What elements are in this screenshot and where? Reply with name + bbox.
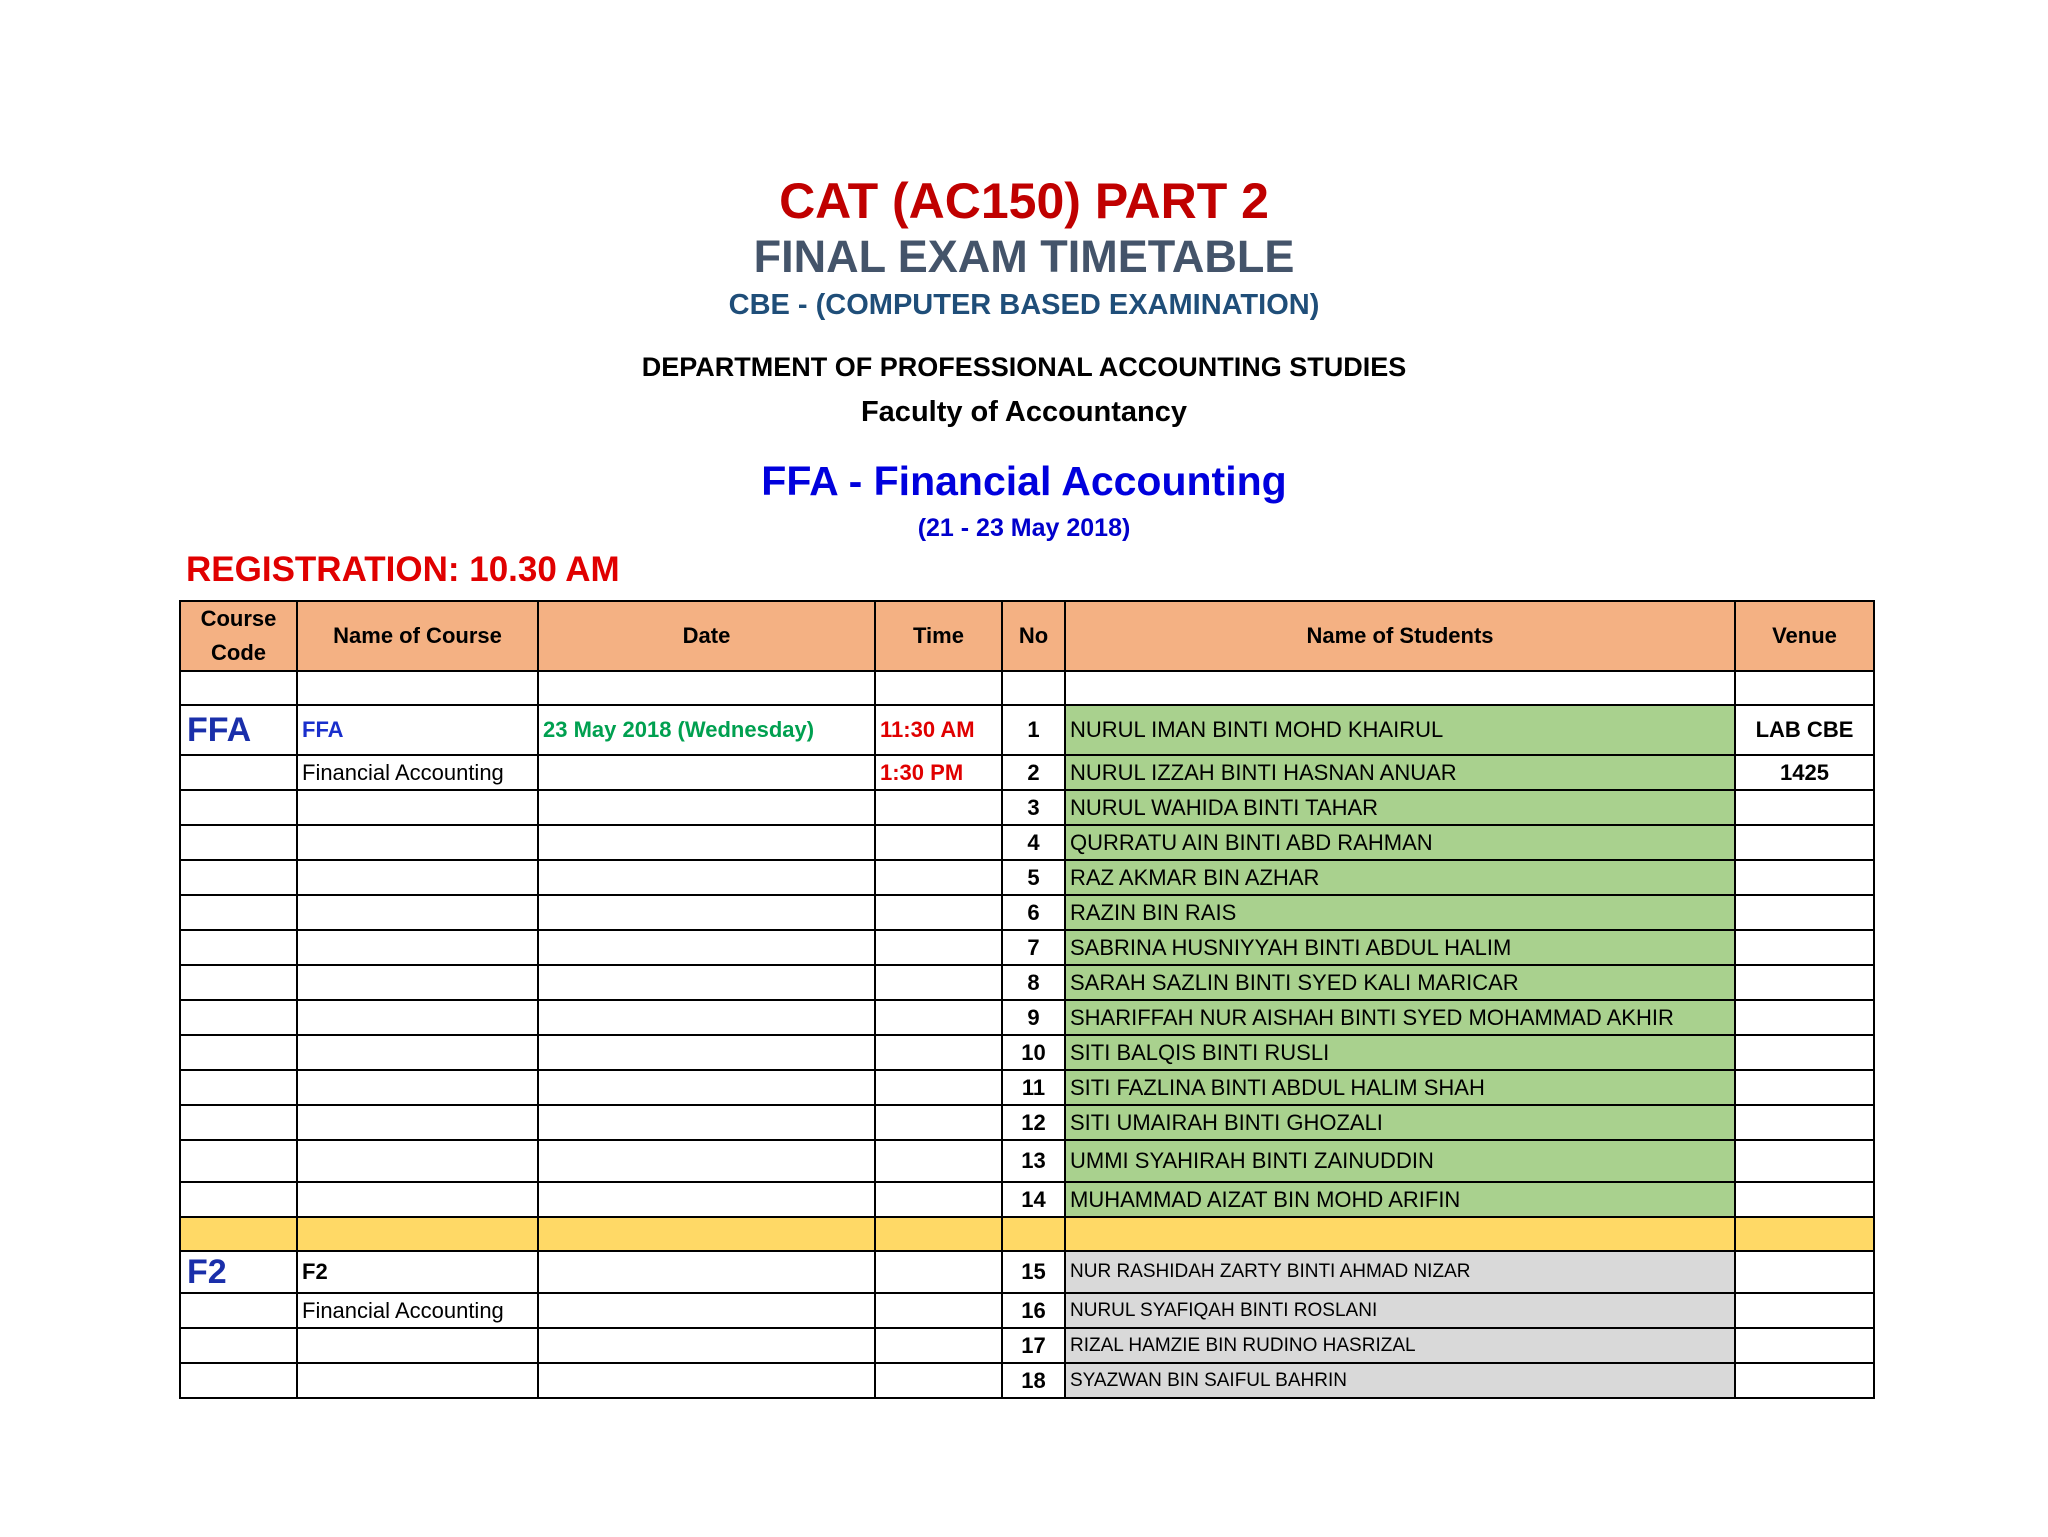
course-code-f2: F2 xyxy=(180,1251,297,1293)
header-venue: Venue xyxy=(1735,601,1874,671)
table-row xyxy=(180,860,1874,895)
venue-line1: LAB CBE xyxy=(1735,705,1874,755)
exam-type: CBE - (COMPUTER BASED EXAMINATION) xyxy=(728,289,1320,321)
table-row xyxy=(180,965,1874,1000)
student-name: SITI UMAIRAH BINTI GHOZALI xyxy=(1065,1105,1735,1140)
student-no: 8 xyxy=(1002,965,1065,1000)
student-no: 10 xyxy=(1002,1035,1065,1070)
header-time: Time xyxy=(875,601,1002,671)
student-name: SARAH SAZLIN BINTI SYED KALI MARICAR xyxy=(1065,965,1735,1000)
table-header-row xyxy=(180,601,1874,671)
student-no: 7 xyxy=(1002,930,1065,965)
student-no: 2 xyxy=(1002,755,1065,790)
date-range: (21 - 23 May 2018) xyxy=(917,514,1131,542)
document-subtitle: FINAL EXAM TIMETABLE xyxy=(753,231,1295,282)
student-no: 12 xyxy=(1002,1105,1065,1140)
student-no: 5 xyxy=(1002,860,1065,895)
table-row xyxy=(180,1070,1874,1105)
faculty-name: Faculty of Accountancy xyxy=(860,396,1188,428)
table-row xyxy=(180,1363,1874,1398)
table-row xyxy=(180,1328,1874,1363)
table-row xyxy=(180,1251,1874,1293)
table-row xyxy=(180,825,1874,860)
student-name: NURUL IZZAH BINTI HASNAN ANUAR xyxy=(1065,755,1735,790)
student-name: SITI BALQIS BINTI RUSLI xyxy=(1065,1035,1735,1070)
table-row xyxy=(180,1182,1874,1217)
student-name: SHARIFFAH NUR AISHAH BINTI SYED MOHAMMAD AKHIR xyxy=(1065,1000,1735,1035)
student-no: 16 xyxy=(1002,1293,1065,1328)
table-row xyxy=(180,1000,1874,1035)
table-row xyxy=(180,1105,1874,1140)
course-name-ffa: Financial Accounting xyxy=(297,755,538,790)
header-students: Name of Students xyxy=(1065,601,1735,671)
student-name: SITI FAZLINA BINTI ABDUL HALIM SHAH xyxy=(1065,1070,1735,1105)
student-no: 11 xyxy=(1002,1070,1065,1105)
table-row xyxy=(180,1140,1874,1182)
document-title: CAT (AC150) PART 2 xyxy=(779,173,1269,229)
table-row xyxy=(180,930,1874,965)
student-no: 15 xyxy=(1002,1251,1065,1293)
venue-line2: 1425 xyxy=(1735,755,1874,790)
student-name: RAZ AKMAR BIN AZHAR xyxy=(1065,860,1735,895)
student-no: 17 xyxy=(1002,1328,1065,1363)
table-row xyxy=(180,790,1874,825)
table-row xyxy=(180,1293,1874,1328)
student-name: QURRATU AIN BINTI ABD RAHMAN xyxy=(1065,825,1735,860)
table-row xyxy=(180,895,1874,930)
course-code-ffa: FFA xyxy=(180,705,297,755)
group-separator-row xyxy=(180,1217,1874,1251)
blank-row xyxy=(180,671,1874,705)
student-no: 4 xyxy=(1002,825,1065,860)
student-no: 13 xyxy=(1002,1140,1065,1182)
department-name: DEPARTMENT OF PROFESSIONAL ACCOUNTING STUDIES xyxy=(641,352,1407,382)
student-no: 18 xyxy=(1002,1363,1065,1398)
course-short-ffa: FFA xyxy=(297,705,538,755)
student-no: 6 xyxy=(1002,895,1065,930)
header-course-code: Course Code xyxy=(180,601,297,671)
table-row xyxy=(180,1035,1874,1070)
student-name: SABRINA HUSNIYYAH BINTI ABDUL HALIM xyxy=(1065,930,1735,965)
table-row xyxy=(180,705,1874,755)
exam-timetable xyxy=(179,600,1875,1399)
course-name-f2: Financial Accounting xyxy=(297,1293,538,1328)
student-no: 1 xyxy=(1002,705,1065,755)
table-row xyxy=(180,755,1874,790)
exam-time-end: 1:30 PM xyxy=(875,755,1002,790)
header-date: Date xyxy=(538,601,875,671)
course-heading: FFA - Financial Accounting xyxy=(761,458,1287,504)
registration-time: REGISTRATION: 10.30 AM xyxy=(186,550,620,589)
course-short-f2: F2 xyxy=(297,1251,538,1293)
student-no: 14 xyxy=(1002,1182,1065,1217)
exam-date-ffa: 23 May 2018 (Wednesday) xyxy=(538,705,875,755)
student-name: NURUL WAHIDA BINTI TAHAR xyxy=(1065,790,1735,825)
student-no: 3 xyxy=(1002,790,1065,825)
student-no: 9 xyxy=(1002,1000,1065,1035)
student-name: MUHAMMAD AIZAT BIN MOHD ARIFIN xyxy=(1065,1182,1735,1217)
student-name: SYAZWAN BIN SAIFUL BAHRIN xyxy=(1065,1363,1735,1398)
exam-time-start: 11:30 AM xyxy=(875,705,1002,755)
header-name-of-course: Name of Course xyxy=(297,601,538,671)
student-name: NURUL IMAN BINTI MOHD KHAIRUL xyxy=(1065,705,1735,755)
header-no: No xyxy=(1002,601,1065,671)
student-name: UMMI SYAHIRAH BINTI ZAINUDDIN xyxy=(1065,1140,1735,1182)
student-name: NUR RASHIDAH ZARTY BINTI AHMAD NIZAR xyxy=(1065,1251,1735,1293)
student-name: NURUL SYAFIQAH BINTI ROSLANI xyxy=(1065,1293,1735,1328)
student-name: RIZAL HAMZIE BIN RUDINO HASRIZAL xyxy=(1065,1328,1735,1363)
student-name: RAZIN BIN RAIS xyxy=(1065,895,1735,930)
